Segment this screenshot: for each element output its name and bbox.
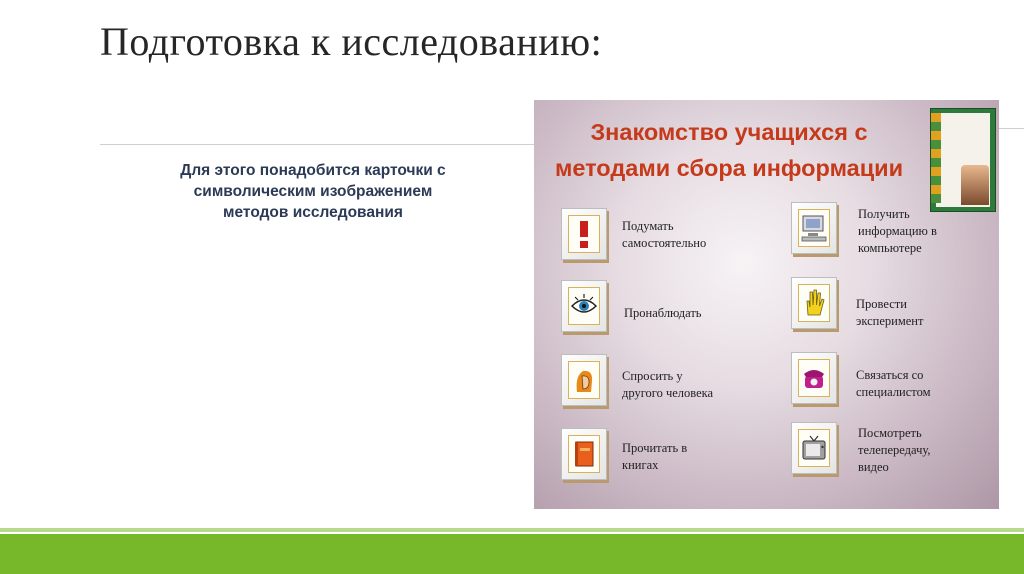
method-label-ask: Спросить у другого человека [622,369,714,400]
telephone-icon [799,360,829,396]
method-card-computer [791,202,837,254]
panel-title-line: Знакомство учащихся с [590,119,868,145]
title-divider [100,144,534,145]
panel-title-line: методами сбора информации [554,155,904,181]
method-label-computer: Получить информацию в компьютере [858,207,937,255]
method-label-think: Подумать самостоятельно [622,219,707,250]
method-card-contact [791,352,837,404]
footer-accent-bar [0,534,1024,574]
method-card-ask [561,354,607,406]
method-label-read: Прочитать в книгах [622,441,688,472]
computer-icon [799,210,829,246]
hand-icon [799,285,829,321]
body-line: методов исследования [223,204,403,221]
eye-icon [569,288,599,324]
tv-icon [799,430,829,466]
method-card-watch [791,422,837,474]
methods-image-panel [534,100,999,509]
panel-title [534,114,924,186]
book-icon [569,436,599,472]
method-card-read [561,428,607,480]
slide-title: Подготовка к исследованию: [100,19,603,64]
methodology-book-cover [930,108,996,212]
exclamation-icon [569,216,599,252]
method-label-contact: Связаться со специалистом [856,368,931,399]
method-label-watch: Посмотреть телепередачу, видео [858,426,931,474]
book-cover-photo [961,165,989,205]
method-card-observe [561,280,607,332]
footer-accent-line [0,528,1024,532]
method-label-observe: Пронаблюдать [624,306,702,320]
slide-body-text [108,160,518,223]
body-line: Для этого понадобится карточки с [180,162,446,179]
method-card-experiment [791,277,837,329]
person-head-icon [569,362,599,398]
method-label-experiment: Провести эксперимент [856,297,924,328]
title-divider-right [999,128,1024,129]
method-card-think [561,208,607,260]
body-line: символическим изображением [193,183,433,200]
